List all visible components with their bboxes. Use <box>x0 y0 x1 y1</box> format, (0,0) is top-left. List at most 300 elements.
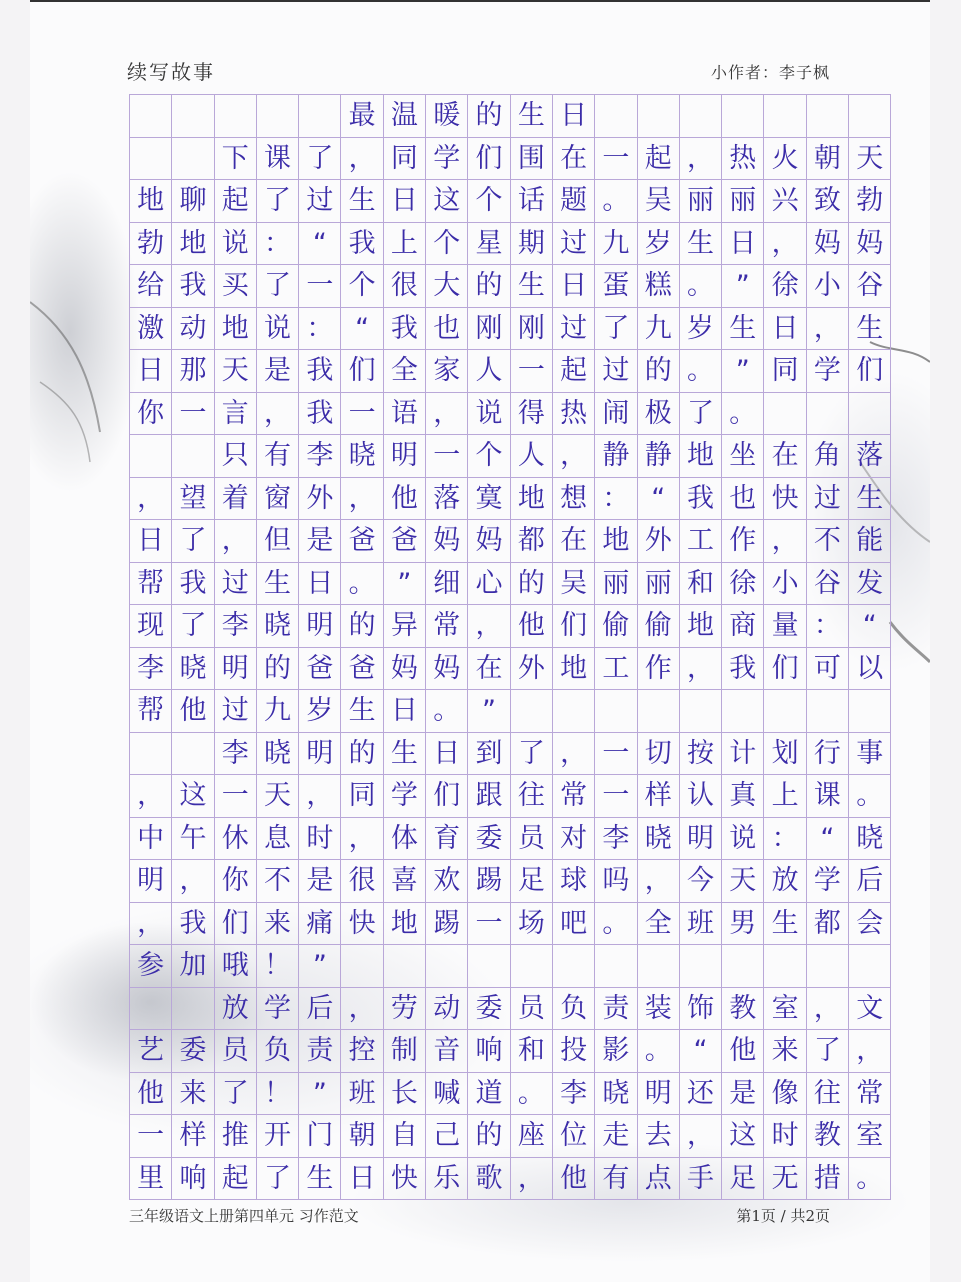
grid-cell: 参 <box>130 945 172 988</box>
footer-source: 三年级语文上册第四单元 习作范文 <box>129 1207 359 1225</box>
grid-cell: ， <box>341 138 383 181</box>
grid-cell: 。 <box>680 265 722 308</box>
grid-cell: “ <box>807 818 849 861</box>
grid-cell: 妈 <box>807 223 849 266</box>
grid-cell: 题 <box>553 180 595 223</box>
grid-cell: 静 <box>638 435 680 478</box>
grid-cell: 育 <box>426 818 468 861</box>
grid-cell: 发 <box>849 563 891 606</box>
grid-cell: 晓 <box>257 733 299 776</box>
grid-cell: 日 <box>426 733 468 776</box>
grid-cell: 委 <box>468 818 510 861</box>
grid-cell: 喜 <box>384 860 426 903</box>
grid-cell: 门 <box>299 1115 341 1158</box>
grid-cell: 跟 <box>468 775 510 818</box>
grid-cell: 开 <box>257 1115 299 1158</box>
grid-cell: 也 <box>722 478 764 521</box>
grid-cell <box>722 690 764 733</box>
grid-cell: 足 <box>722 1158 764 1201</box>
grid-cell: 徐 <box>722 563 764 606</box>
grid-cell: 歌 <box>468 1158 510 1201</box>
grid-cell: ” <box>468 690 510 733</box>
grid-cell: 响 <box>172 1158 214 1201</box>
author-label: 小作者：李子枫 <box>710 63 830 82</box>
grid-cell: ， <box>764 223 806 266</box>
grid-cell: 我 <box>172 563 214 606</box>
grid-cell: 晓 <box>257 605 299 648</box>
grid-cell: 过 <box>553 308 595 351</box>
grid-cell: ， <box>764 520 806 563</box>
grid-cell: 日 <box>722 223 764 266</box>
grid-cell: 走 <box>595 1115 637 1158</box>
grid-cell: 晓 <box>595 1073 637 1116</box>
grid-cell <box>384 945 426 988</box>
grid-cell: 你 <box>130 393 172 436</box>
grid-cell: 投 <box>553 1030 595 1073</box>
grid-cell: 下 <box>215 138 257 181</box>
grid-cell: ： <box>807 605 849 648</box>
grid-cell: 给 <box>130 265 172 308</box>
grid-cell <box>807 690 849 733</box>
grid-cell: 日 <box>130 520 172 563</box>
grid-cell <box>595 690 637 733</box>
grid-cell: 天 <box>215 350 257 393</box>
grid-cell: 地 <box>680 435 722 478</box>
grid-cell: 徐 <box>764 265 806 308</box>
grid-cell: “ <box>849 605 891 648</box>
grid-cell <box>172 733 214 776</box>
grid-cell: “ <box>680 1030 722 1073</box>
grid-cell: 天 <box>849 138 891 181</box>
grid-cell: 细 <box>426 563 468 606</box>
grid-cell: 吧 <box>553 903 595 946</box>
grid-cell: 工 <box>680 520 722 563</box>
grid-cell: 兴 <box>764 180 806 223</box>
grid-cell: 岁 <box>638 223 680 266</box>
grid-cell: 认 <box>680 775 722 818</box>
grid-cell: 常 <box>426 605 468 648</box>
grid-cell: 说 <box>468 393 510 436</box>
grid-cell: 学 <box>807 350 849 393</box>
grid-cell: 一 <box>468 903 510 946</box>
grid-cell: 日 <box>341 1158 383 1201</box>
grid-cell: 暖 <box>426 95 468 138</box>
grid-cell: 爸 <box>384 520 426 563</box>
grid-cell: 个 <box>426 223 468 266</box>
grid-cell: 真 <box>722 775 764 818</box>
grid-cell: 我 <box>341 223 383 266</box>
grid-cell: 事 <box>849 733 891 776</box>
grid-cell: 和 <box>680 563 722 606</box>
grid-cell: 。 <box>595 180 637 223</box>
grid-cell: 里 <box>130 1158 172 1201</box>
grid-cell: 妈 <box>426 648 468 691</box>
grid-cell: ， <box>680 648 722 691</box>
grid-cell: 学 <box>384 775 426 818</box>
grid-cell: 样 <box>172 1115 214 1158</box>
grid-cell: 措 <box>807 1158 849 1201</box>
grid-cell: 动 <box>426 988 468 1031</box>
grid-cell: 日 <box>553 265 595 308</box>
grid-cell: 但 <box>257 520 299 563</box>
grid-cell: 吗 <box>595 860 637 903</box>
grid-cell: 晓 <box>638 818 680 861</box>
grid-cell: 快 <box>341 903 383 946</box>
grid-cell: 他 <box>130 1073 172 1116</box>
grid-cell: 这 <box>722 1115 764 1158</box>
grid-cell: 李 <box>553 1073 595 1116</box>
grid-cell <box>130 435 172 478</box>
grid-cell <box>764 393 806 436</box>
grid-cell: 商 <box>722 605 764 648</box>
grid-cell: 朝 <box>807 138 849 181</box>
grid-cell: 的 <box>341 605 383 648</box>
grid-cell: 员 <box>215 1030 257 1073</box>
grid-cell: 作 <box>638 648 680 691</box>
grid-cell: 明 <box>130 860 172 903</box>
grid-cell: 。 <box>722 393 764 436</box>
grid-cell: 小 <box>807 265 849 308</box>
grid-cell: 足 <box>511 860 553 903</box>
grid-cell: 点 <box>638 1158 680 1201</box>
grid-cell: 生 <box>849 308 891 351</box>
grid-cell: 地 <box>172 223 214 266</box>
grid-cell: ， <box>299 775 341 818</box>
grid-cell: 可 <box>807 648 849 691</box>
grid-cell: 话 <box>511 180 553 223</box>
grid-cell: 地 <box>384 903 426 946</box>
grid-cell: ” <box>384 563 426 606</box>
grid-cell: 了 <box>172 605 214 648</box>
grid-cell: 们 <box>849 350 891 393</box>
grid-cell: 明 <box>299 733 341 776</box>
grid-cell: 吴 <box>638 180 680 223</box>
grid-cell: 帮 <box>130 690 172 733</box>
grid-cell: 大 <box>426 265 468 308</box>
grid-cell <box>680 690 722 733</box>
grid-cell: 同 <box>341 775 383 818</box>
grid-cell: 来 <box>764 1030 806 1073</box>
grid-cell: ， <box>553 733 595 776</box>
grid-cell: 望 <box>172 478 214 521</box>
grid-cell: 息 <box>257 818 299 861</box>
grid-cell: 得 <box>511 393 553 436</box>
grid-cell: 极 <box>638 393 680 436</box>
grid-cell: ， <box>807 308 849 351</box>
grid-cell: ， <box>426 393 468 436</box>
grid-cell: 火 <box>764 138 806 181</box>
grid-cell: 踢 <box>426 903 468 946</box>
grid-cell: 教 <box>807 1115 849 1158</box>
grid-cell: 常 <box>849 1073 891 1116</box>
grid-cell: 日 <box>764 308 806 351</box>
grid-cell: 言 <box>215 393 257 436</box>
grid-cell: 员 <box>511 818 553 861</box>
grid-cell: 己 <box>426 1115 468 1158</box>
grid-cell: 个 <box>468 435 510 478</box>
grid-cell: ， <box>680 1115 722 1158</box>
grid-cell: 明 <box>215 648 257 691</box>
grid-cell: 去 <box>638 1115 680 1158</box>
grid-cell: 们 <box>468 138 510 181</box>
grid-cell: 想 <box>553 478 595 521</box>
grid-cell: 说 <box>257 308 299 351</box>
grid-cell: 责 <box>595 988 637 1031</box>
grid-cell: 了 <box>257 180 299 223</box>
grid-cell <box>172 435 214 478</box>
grid-cell: 今 <box>680 860 722 903</box>
grid-cell: 他 <box>172 690 214 733</box>
grid-cell: ！ <box>257 1073 299 1116</box>
grid-cell: 饰 <box>680 988 722 1031</box>
grid-cell: 。 <box>849 1158 891 1201</box>
grid-cell: 过 <box>215 690 257 733</box>
worksheet-page <box>30 0 930 1282</box>
grid-cell <box>849 945 891 988</box>
grid-cell: 。 <box>849 775 891 818</box>
grid-cell: 。 <box>426 690 468 733</box>
grid-cell: 岁 <box>680 308 722 351</box>
grid-cell: 装 <box>638 988 680 1031</box>
grid-cell <box>722 95 764 138</box>
grid-cell: 往 <box>807 1073 849 1116</box>
grid-cell: 有 <box>257 435 299 478</box>
grid-cell: 爸 <box>341 648 383 691</box>
grid-cell: 地 <box>511 478 553 521</box>
grid-cell: 。 <box>595 903 637 946</box>
grid-cell: 勃 <box>130 223 172 266</box>
grid-cell: 一 <box>426 435 468 478</box>
grid-cell: 的 <box>638 350 680 393</box>
grid-cell: ， <box>215 520 257 563</box>
grid-cell <box>172 138 214 181</box>
grid-cell: 最 <box>341 95 383 138</box>
grid-cell: 。 <box>638 1030 680 1073</box>
grid-cell: 对 <box>553 818 595 861</box>
grid-cell: ， <box>130 478 172 521</box>
grid-cell: 责 <box>299 1030 341 1073</box>
grid-cell: 的 <box>257 648 299 691</box>
grid-cell: 围 <box>511 138 553 181</box>
grid-cell: 也 <box>426 308 468 351</box>
grid-cell: 。 <box>680 350 722 393</box>
grid-cell: 勃 <box>849 180 891 223</box>
grid-cell: 生 <box>511 95 553 138</box>
grid-cell <box>130 988 172 1031</box>
grid-cell <box>680 95 722 138</box>
grid-cell: 我 <box>299 393 341 436</box>
grid-cell: 了 <box>172 520 214 563</box>
grid-cell: 晓 <box>172 648 214 691</box>
grid-cell: 地 <box>130 180 172 223</box>
grid-cell: 委 <box>172 1030 214 1073</box>
grid-cell: 过 <box>553 223 595 266</box>
grid-cell: ” <box>722 350 764 393</box>
grid-cell: 们 <box>764 648 806 691</box>
grid-cell: 一 <box>595 138 637 181</box>
grid-cell: 只 <box>215 435 257 478</box>
grid-cell: 快 <box>384 1158 426 1201</box>
grid-cell: 课 <box>257 138 299 181</box>
grid-cell: 切 <box>638 733 680 776</box>
grid-cell: 妈 <box>849 223 891 266</box>
grid-cell: 都 <box>511 520 553 563</box>
grid-cell: 来 <box>257 903 299 946</box>
grid-cell: 体 <box>384 818 426 861</box>
grid-cell: 。 <box>511 1073 553 1116</box>
grid-cell: 的 <box>511 563 553 606</box>
grid-cell: 他 <box>722 1030 764 1073</box>
grid-cell: 糕 <box>638 265 680 308</box>
grid-cell: 了 <box>595 308 637 351</box>
grid-cell: 寞 <box>468 478 510 521</box>
grid-cell <box>722 945 764 988</box>
grid-cell: 我 <box>299 350 341 393</box>
page-number: 第1页 / 共2页 <box>736 1207 830 1225</box>
grid-cell: ， <box>257 393 299 436</box>
grid-cell: 生 <box>299 1158 341 1201</box>
grid-cell: 异 <box>384 605 426 648</box>
grid-cell: 作 <box>722 520 764 563</box>
grid-cell: 过 <box>807 478 849 521</box>
grid-cell: 时 <box>764 1115 806 1158</box>
grid-cell: 影 <box>595 1030 637 1073</box>
grid-cell: “ <box>299 223 341 266</box>
grid-cell: ， <box>680 138 722 181</box>
grid-cell: 起 <box>215 180 257 223</box>
grid-cell: 谷 <box>849 265 891 308</box>
grid-cell: 那 <box>172 350 214 393</box>
grid-cell: 李 <box>130 648 172 691</box>
grid-cell: 以 <box>849 648 891 691</box>
grid-cell: ， <box>807 988 849 1031</box>
grid-cell: 明 <box>680 818 722 861</box>
grid-cell: 会 <box>849 903 891 946</box>
grid-cell: 像 <box>764 1073 806 1116</box>
grid-cell: 丽 <box>595 563 637 606</box>
grid-cell: 员 <box>511 988 553 1031</box>
grid-cell: 日 <box>384 690 426 733</box>
grid-cell <box>595 95 637 138</box>
grid-cell: ！ <box>257 945 299 988</box>
grid-cell: 一 <box>595 733 637 776</box>
grid-cell: 刚 <box>511 308 553 351</box>
grid-cell <box>172 95 214 138</box>
grid-cell: ： <box>595 478 637 521</box>
grid-cell: 人 <box>468 350 510 393</box>
grid-cell: 委 <box>468 988 510 1031</box>
grid-cell: 买 <box>215 265 257 308</box>
grid-cell: 这 <box>172 775 214 818</box>
grid-cell <box>426 945 468 988</box>
grid-cell: 生 <box>384 733 426 776</box>
grid-cell: 地 <box>595 520 637 563</box>
grid-cell: 一 <box>595 775 637 818</box>
grid-cell: 生 <box>680 223 722 266</box>
grid-cell: 是 <box>257 350 299 393</box>
grid-cell: 有 <box>595 1158 637 1201</box>
grid-cell: 哦 <box>215 945 257 988</box>
grid-cell: 过 <box>595 350 637 393</box>
grid-cell: 后 <box>849 860 891 903</box>
grid-cell: 的 <box>468 95 510 138</box>
grid-cell: 帮 <box>130 563 172 606</box>
grid-cell: 学 <box>257 988 299 1031</box>
grid-cell: 位 <box>553 1115 595 1158</box>
grid-cell: 妈 <box>426 520 468 563</box>
grid-cell: 响 <box>468 1030 510 1073</box>
grid-cell: 他 <box>511 605 553 648</box>
grid-cell <box>849 690 891 733</box>
grid-cell <box>468 945 510 988</box>
grid-cell: 生 <box>257 563 299 606</box>
grid-cell <box>553 690 595 733</box>
grid-cell: 文 <box>849 988 891 1031</box>
grid-cell <box>341 945 383 988</box>
grid-cell: 起 <box>638 138 680 181</box>
grid-cell: 外 <box>299 478 341 521</box>
grid-cell: ， <box>468 605 510 648</box>
grid-cell: 生 <box>341 180 383 223</box>
grid-cell: 教 <box>722 988 764 1031</box>
grid-cell: 地 <box>680 605 722 648</box>
grid-cell <box>511 690 553 733</box>
grid-cell: 无 <box>764 1158 806 1201</box>
grid-cell: 心 <box>468 563 510 606</box>
grid-cell: 九 <box>595 223 637 266</box>
grid-cell: 一 <box>511 350 553 393</box>
grid-cell: 日 <box>130 350 172 393</box>
grid-cell: 我 <box>680 478 722 521</box>
grid-cell: 的 <box>341 733 383 776</box>
grid-cell: 了 <box>257 265 299 308</box>
grid-cell: 场 <box>511 903 553 946</box>
grid-cell <box>764 690 806 733</box>
grid-cell: 这 <box>426 180 468 223</box>
grid-cell: 李 <box>299 435 341 478</box>
grid-cell <box>849 95 891 138</box>
grid-cell <box>130 733 172 776</box>
grid-cell: 蛋 <box>595 265 637 308</box>
grid-cell: 中 <box>130 818 172 861</box>
grid-cell: 吴 <box>553 563 595 606</box>
grid-cell: 天 <box>722 860 764 903</box>
grid-cell: 星 <box>468 223 510 266</box>
grid-cell: 是 <box>299 860 341 903</box>
grid-cell: 们 <box>426 775 468 818</box>
grid-cell: 静 <box>595 435 637 478</box>
grid-cell: 上 <box>764 775 806 818</box>
grid-cell: 了 <box>511 733 553 776</box>
grid-cell: “ <box>638 478 680 521</box>
page-header-title: 续写故事 <box>127 60 215 84</box>
grid-cell: 了 <box>215 1073 257 1116</box>
grid-cell: 常 <box>553 775 595 818</box>
grid-cell: ， <box>553 435 595 478</box>
grid-cell: 很 <box>384 265 426 308</box>
grid-cell: 我 <box>172 265 214 308</box>
grid-cell: 同 <box>764 350 806 393</box>
grid-cell: 划 <box>764 733 806 776</box>
grid-cell: 不 <box>807 520 849 563</box>
grid-cell: 聊 <box>172 180 214 223</box>
grid-cell: 丽 <box>638 563 680 606</box>
grid-cell: 窗 <box>257 478 299 521</box>
grid-cell: ， <box>341 478 383 521</box>
grid-cell <box>764 945 806 988</box>
grid-cell: 能 <box>849 520 891 563</box>
grid-cell: 一 <box>299 265 341 308</box>
